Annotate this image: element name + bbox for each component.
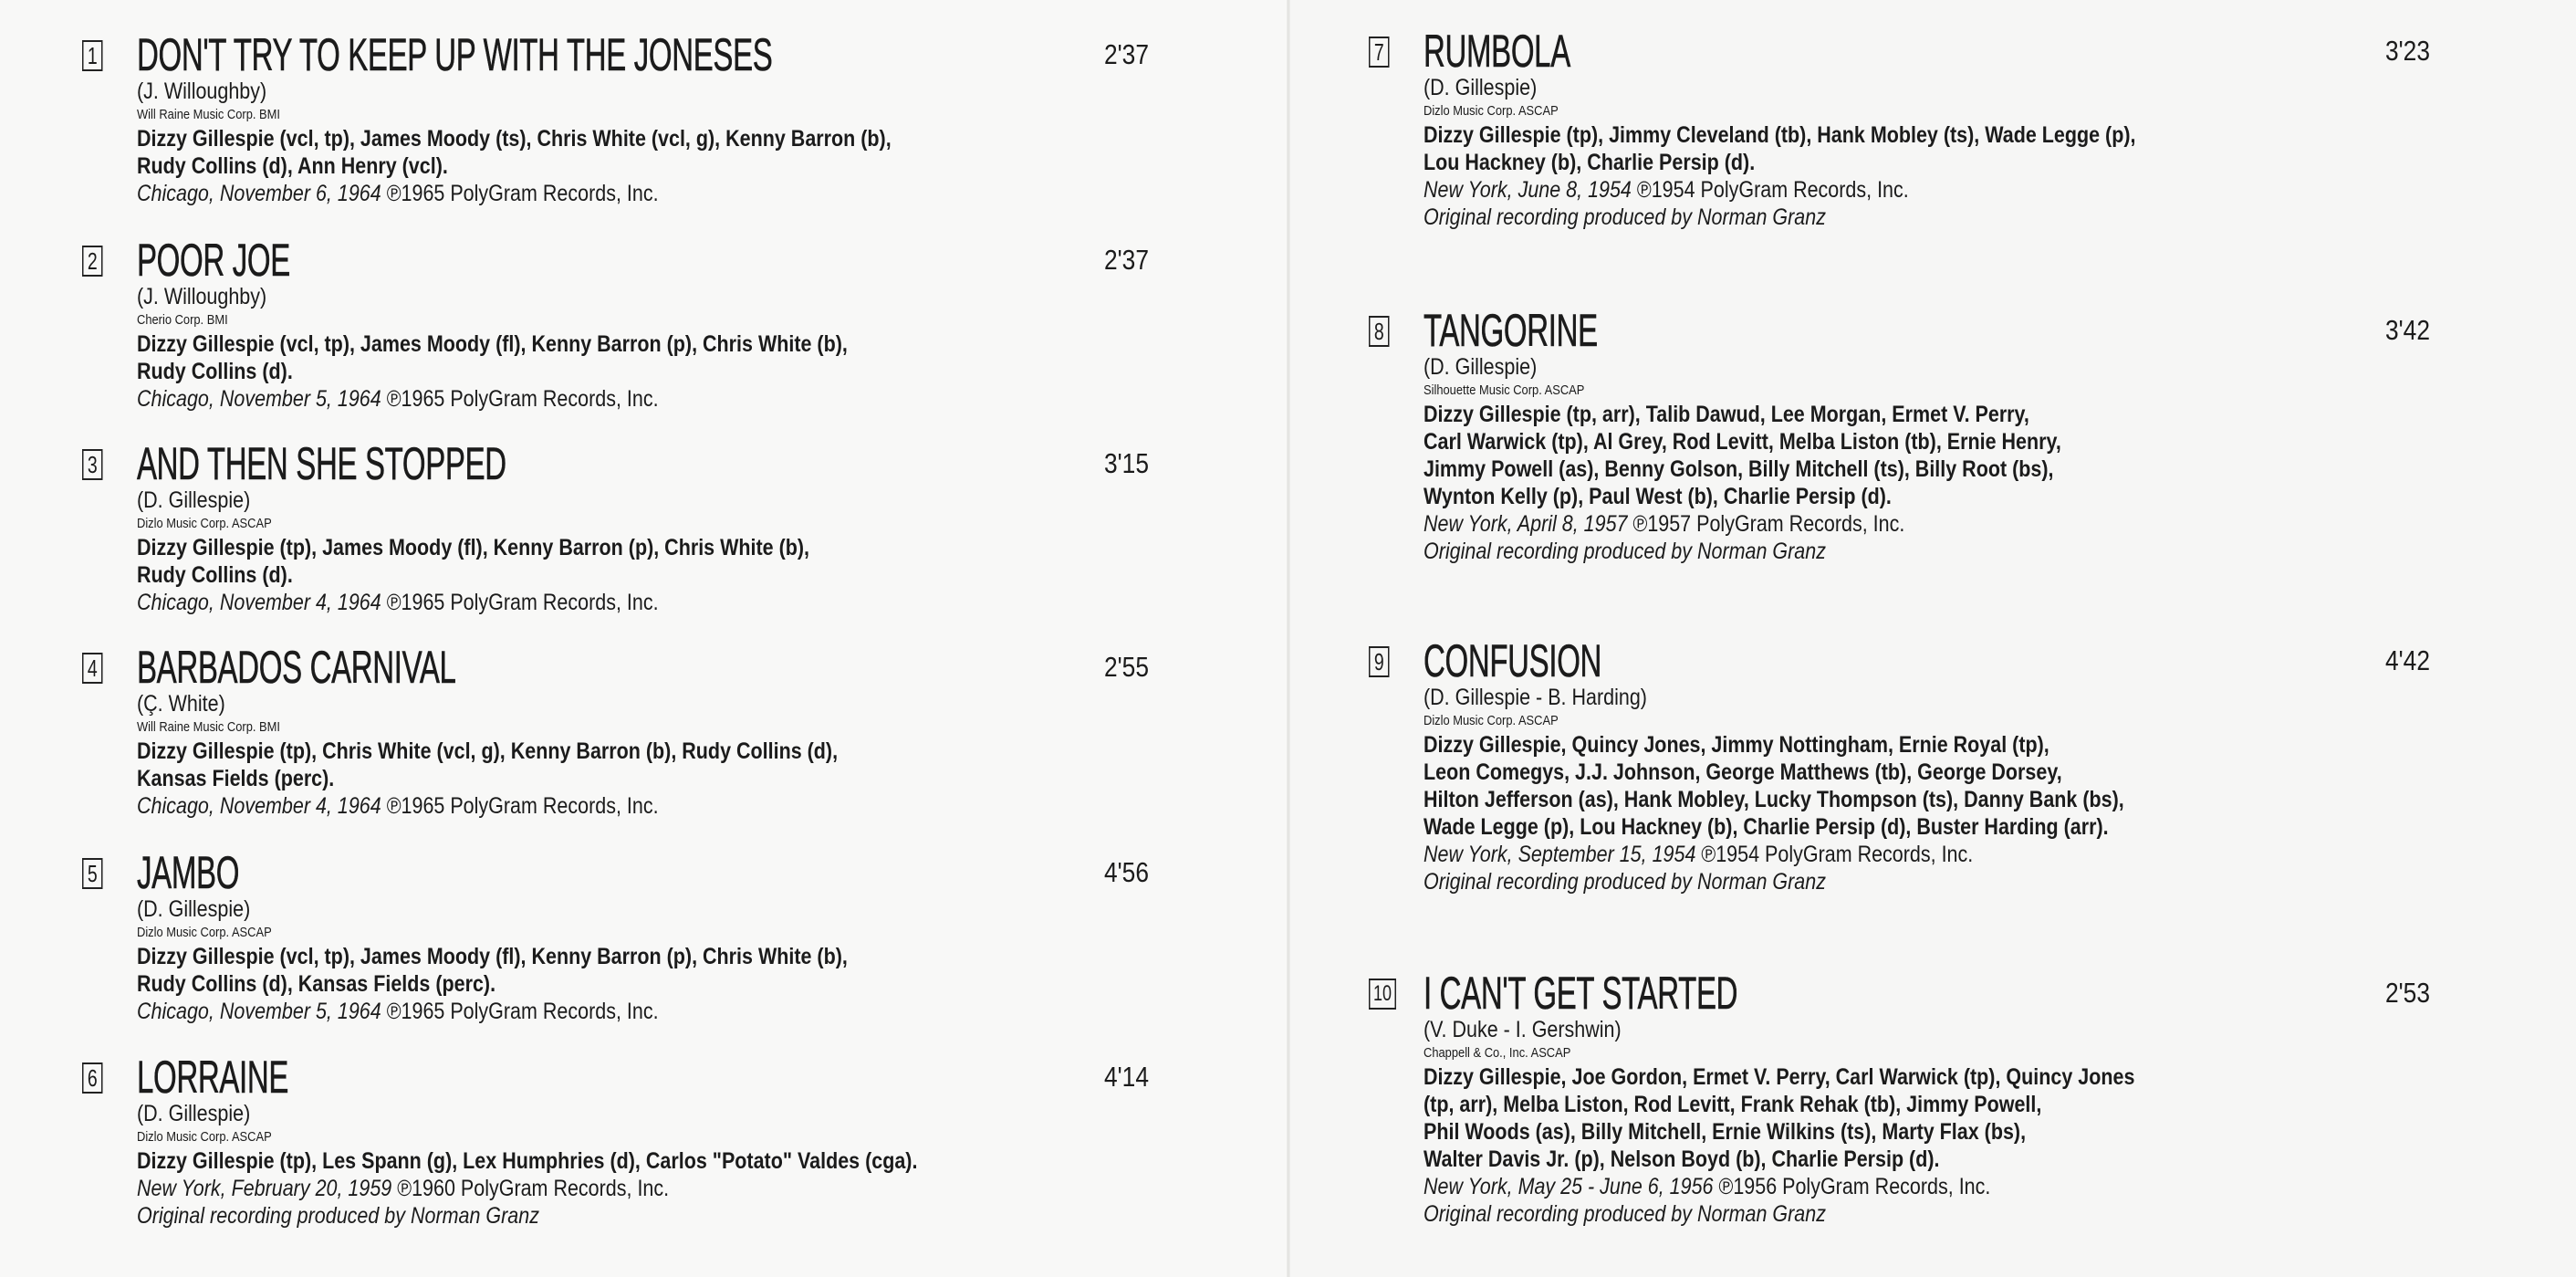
track-title: TANGORINE bbox=[1424, 305, 1598, 356]
publisher: Will Raine Music Corp. BMI bbox=[137, 719, 280, 735]
personnel-line: Walter Davis Jr. (p), Nelson Boyd (b), Charlie Persip (d). bbox=[1424, 1146, 1940, 1172]
track-number-box: 9 bbox=[1369, 646, 1390, 677]
copyright: ℗1965 PolyGram Records, Inc. bbox=[386, 590, 659, 615]
personnel-line: Dizzy Gillespie (tp), Jimmy Cleveland (tb), Hank Mobley (ts), Wade Legge (p), bbox=[1424, 122, 2136, 148]
personnel-line: Rudy Collins (d), Ann Henry (vcl). bbox=[137, 153, 448, 179]
track-number-box: 1 bbox=[82, 40, 103, 71]
personnel-line: Phil Woods (as), Billy Mitchell, Ernie Wilkins (ts), Marty Flax (bs), bbox=[1424, 1119, 2027, 1145]
publisher: Dizlo Music Corp. ASCAP bbox=[1424, 103, 1559, 119]
personnel-line: Dizzy Gillespie, Quincy Jones, Jimmy Nottingham, Ernie Royal (tp), bbox=[1424, 732, 2049, 758]
track-title: JAMBO bbox=[137, 847, 240, 898]
session-place-date: New York, April 8, 1957 bbox=[1424, 511, 1628, 537]
track-number-box: 5 bbox=[82, 858, 103, 889]
publisher: Silhouette Music Corp. ASCAP bbox=[1424, 382, 1585, 398]
session-place-date: Chicago, November 4, 1964 bbox=[137, 793, 381, 819]
producer-credit: Original recording produced by Norman Granz bbox=[1424, 1201, 1826, 1227]
copyright: ℗1965 PolyGram Records, Inc. bbox=[386, 386, 659, 412]
producer-credit: Original recording produced by Norman Granz bbox=[1424, 204, 1826, 230]
personnel-line: Rudy Collins (d). bbox=[137, 359, 293, 384]
publisher: Dizlo Music Corp. ASCAP bbox=[137, 925, 272, 940]
track-details bbox=[137, 284, 1157, 413]
session-line bbox=[137, 589, 1157, 616]
personnel-line: Dizzy Gillespie, Joe Gordon, Ermet V. Perry, Carl Warwick (tp), Quincy Jones bbox=[1424, 1064, 2135, 1090]
track-details bbox=[137, 1101, 1157, 1230]
personnel-line: Kansas Fields (perc). bbox=[137, 766, 335, 791]
track-duration: 2'37 bbox=[1104, 38, 1149, 70]
track-details bbox=[137, 79, 1157, 207]
track-title: LORRAINE bbox=[137, 1052, 289, 1103]
track-number-box: 4 bbox=[82, 653, 103, 684]
composer: (D. Gillespie - B. Harding) bbox=[1424, 685, 1647, 710]
track-title: POOR JOE bbox=[137, 235, 290, 286]
personnel-line: Leon Comegys, J.J. Johnson, George Matthews (tb), George Dorsey, bbox=[1424, 759, 2062, 785]
copyright: ℗1957 PolyGram Records, Inc. bbox=[1632, 511, 1905, 537]
track-title: BARBADOS CARNIVAL bbox=[137, 642, 456, 693]
session-line bbox=[137, 180, 1157, 207]
composer: (D. Gillespie) bbox=[1424, 354, 1538, 380]
personnel-line: Dizzy Gillespie (vcl, tp), James Moody (fl), Kenny Barron (p), Chris White (b), bbox=[137, 331, 848, 357]
track-duration: 2'37 bbox=[1104, 244, 1149, 276]
track-details bbox=[1424, 685, 2444, 895]
personnel-line: Dizzy Gillespie (vcl, tp), James Moody (ts), Chris White (vcl, g), Kenny Barron (b), bbox=[137, 126, 892, 152]
track-details bbox=[1424, 354, 2444, 565]
track-details bbox=[137, 487, 1157, 616]
track-duration: 2'55 bbox=[1104, 651, 1149, 683]
publisher: Dizlo Music Corp. ASCAP bbox=[137, 516, 272, 531]
session-line bbox=[1424, 510, 2444, 538]
track-duration: 3'42 bbox=[2385, 314, 2430, 346]
session-line bbox=[137, 998, 1157, 1025]
composer: (D. Gillespie) bbox=[137, 1101, 251, 1126]
personnel-line: Wade Legge (p), Lou Hackney (b), Charlie Persip (d), Buster Harding (arr). bbox=[1424, 814, 2109, 840]
publisher: Chappell & Co., Inc. ASCAP bbox=[1424, 1045, 1571, 1061]
session-line bbox=[1424, 176, 2444, 204]
track-details bbox=[1424, 75, 2444, 231]
composer: (D. Gillespie) bbox=[137, 896, 251, 922]
publisher: Cherio Corp. BMI bbox=[137, 312, 228, 328]
track-duration: 4'14 bbox=[1104, 1061, 1149, 1093]
track-number-box: 10 bbox=[1369, 979, 1396, 1010]
personnel-line: Rudy Collins (d), Kansas Fields (perc). bbox=[137, 971, 496, 997]
copyright: ℗1954 PolyGram Records, Inc. bbox=[1636, 177, 1909, 203]
composer: (D. Gillespie) bbox=[1424, 75, 1538, 100]
producer-credit: Original recording produced by Norman Granz bbox=[137, 1203, 539, 1229]
session-place-date: Chicago, November 4, 1964 bbox=[137, 590, 381, 615]
session-line bbox=[137, 792, 1157, 820]
session-place-date: New York, September 15, 1954 bbox=[1424, 842, 1696, 867]
personnel-line: Rudy Collins (d). bbox=[137, 562, 293, 588]
personnel-line: Wynton Kelly (p), Paul West (b), Charlie Persip (d). bbox=[1424, 484, 1892, 509]
personnel-line: Dizzy Gillespie (tp), Chris White (vcl, g), Kenny Barron (b), Rudy Collins (d), bbox=[137, 738, 839, 764]
personnel-line: Dizzy Gillespie (vcl, tp), James Moody (fl), Kenny Barron (p), Chris White (b), bbox=[137, 944, 848, 969]
personnel-line: Dizzy Gillespie (tp), James Moody (fl), Kenny Barron (p), Chris White (b), bbox=[137, 535, 810, 560]
track-number-box: 3 bbox=[82, 449, 103, 480]
producer-credit: Original recording produced by Norman Granz bbox=[1424, 869, 1826, 895]
publisher: Dizlo Music Corp. ASCAP bbox=[137, 1129, 272, 1145]
track-number-box: 7 bbox=[1369, 37, 1390, 68]
copyright: ℗1965 PolyGram Records, Inc. bbox=[386, 181, 659, 206]
track-title: I CAN'T GET STARTED bbox=[1424, 968, 1738, 1019]
session-place-date: New York, June 8, 1954 bbox=[1424, 177, 1632, 203]
track-duration: 2'53 bbox=[2385, 977, 2430, 1009]
session-place-date: Chicago, November 5, 1964 bbox=[137, 999, 381, 1024]
composer: (Ç. White) bbox=[137, 691, 225, 717]
track-title: RUMBOLA bbox=[1424, 26, 1570, 77]
composer: (D. Gillespie) bbox=[137, 487, 251, 513]
track-number-box: 8 bbox=[1369, 316, 1390, 347]
publisher: Dizlo Music Corp. ASCAP bbox=[1424, 713, 1559, 728]
personnel-line: Dizzy Gillespie (tp), Les Spann (g), Lex Humphries (d), Carlos "Potato" Valdes (cga). bbox=[137, 1148, 918, 1174]
session-place-date: Chicago, November 5, 1964 bbox=[137, 386, 381, 412]
track-duration: 3'23 bbox=[2385, 35, 2430, 67]
copyright: ℗1954 PolyGram Records, Inc. bbox=[1701, 842, 1974, 867]
session-place-date: New York, May 25 - June 6, 1956 bbox=[1424, 1174, 1714, 1199]
track-title: AND THEN SHE STOPPED bbox=[137, 438, 506, 489]
session-line bbox=[1424, 841, 2444, 868]
copyright: ℗1960 PolyGram Records, Inc. bbox=[397, 1176, 670, 1201]
composer: (J. Willoughby) bbox=[137, 79, 267, 104]
producer-credit: Original recording produced by Norman Granz bbox=[1424, 539, 1826, 564]
copyright: ℗1965 PolyGram Records, Inc. bbox=[386, 999, 659, 1024]
booklet-fold bbox=[1287, 0, 1290, 1277]
track-details bbox=[137, 896, 1157, 1025]
personnel-line: Lou Hackney (b), Charlie Persip (d). bbox=[1424, 150, 1756, 175]
personnel-line: Carl Warwick (tp), Al Grey, Rod Levitt, Melba Liston (tb), Ernie Henry, bbox=[1424, 429, 2061, 455]
track-title: CONFUSION bbox=[1424, 635, 1602, 686]
copyright: ℗1965 PolyGram Records, Inc. bbox=[386, 793, 659, 819]
track-duration: 3'15 bbox=[1104, 447, 1149, 479]
track-details bbox=[137, 691, 1157, 820]
personnel-line: Hilton Jefferson (as), Hank Mobley, Lucky Thompson (ts), Danny Bank (bs), bbox=[1424, 787, 2124, 812]
track-title: DON'T TRY TO KEEP UP WITH THE JONESES bbox=[137, 29, 773, 80]
composer: (J. Willoughby) bbox=[137, 284, 267, 309]
track-number-box: 2 bbox=[82, 246, 103, 277]
track-details bbox=[1424, 1017, 2444, 1228]
session-place-date: New York, February 20, 1959 bbox=[137, 1176, 392, 1201]
session-place-date: Chicago, November 6, 1964 bbox=[137, 181, 381, 206]
session-line bbox=[137, 1175, 1157, 1202]
session-line bbox=[1424, 1173, 2444, 1200]
personnel-line: Dizzy Gillespie (tp, arr), Talib Dawud, Lee Morgan, Ermet V. Perry, bbox=[1424, 402, 2029, 427]
personnel-line: Jimmy Powell (as), Benny Golson, Billy Mitchell (ts), Billy Root (bs), bbox=[1424, 456, 2054, 482]
track-duration: 4'56 bbox=[1104, 856, 1149, 888]
session-line bbox=[137, 385, 1157, 413]
personnel-line: (tp, arr), Melba Liston, Rod Levitt, Frank Rehak (tb), Jimmy Powell, bbox=[1424, 1092, 2042, 1117]
track-duration: 4'42 bbox=[2385, 644, 2430, 676]
track-number-box: 6 bbox=[82, 1062, 103, 1094]
composer: (V. Duke - I. Gershwin) bbox=[1424, 1017, 1622, 1042]
copyright: ℗1956 PolyGram Records, Inc. bbox=[1718, 1174, 1991, 1199]
publisher: Will Raine Music Corp. BMI bbox=[137, 107, 280, 122]
